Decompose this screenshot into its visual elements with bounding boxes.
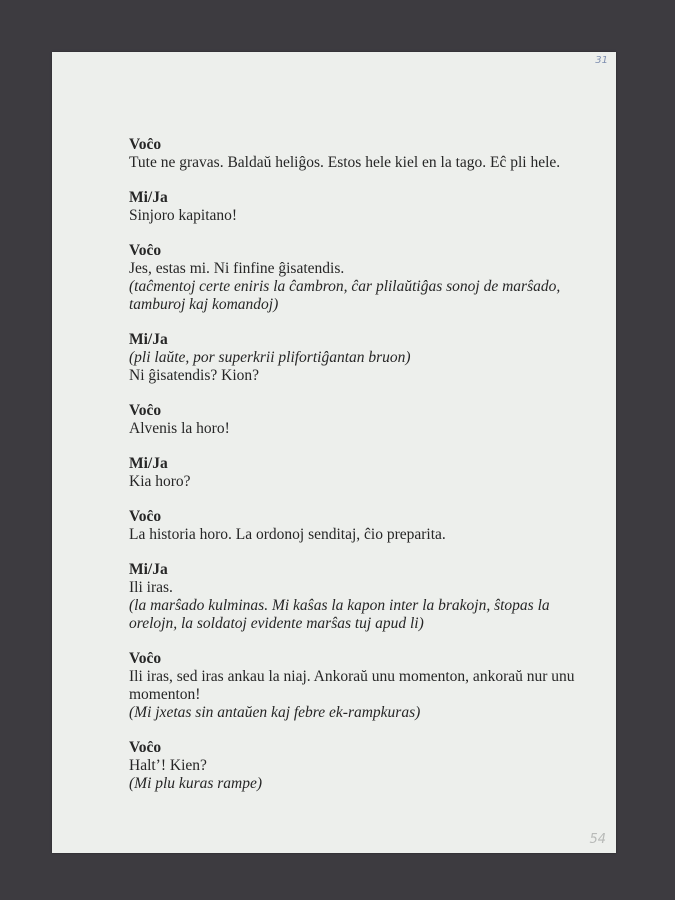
stage-direction: (Mi plu kuras rampe) bbox=[129, 775, 263, 792]
stage-direction: (taĉmentoj certe eniris la ĉambron, ĉar plilaŭtiĝas sonoj de marŝado, tamburoj kaj komandoj) bbox=[129, 278, 561, 313]
speaker-name: Voĉo bbox=[129, 739, 162, 756]
stage-direction: (la marŝado kulminas. Mi kaŝas la kapon inter la brakojn, ŝtopas la orelojn, la soldatoj evidente marŝas tuj apud li) bbox=[129, 597, 550, 632]
speaker-name: Voĉo bbox=[129, 650, 162, 667]
dialogue-block bbox=[129, 739, 589, 793]
speaker-name: Voĉo bbox=[129, 242, 162, 259]
speaker-name: Mi/Ja bbox=[129, 189, 168, 206]
dialogue-line: Tute ne gravas. Baldaŭ heliĝos. Estos hele kiel en la tago. Eĉ pli hele. bbox=[129, 154, 561, 171]
script-body bbox=[129, 136, 589, 810]
dialogue-line: Jes, estas mi. Ni finfine ĝisatendis. bbox=[129, 260, 345, 277]
dialogue-line: Kia horo? bbox=[129, 473, 191, 490]
dialogue-line: Ili iras. bbox=[129, 579, 173, 596]
page-corner-mark: 31 bbox=[595, 55, 608, 66]
dialogue-block bbox=[129, 242, 589, 314]
dialogue-line: Ni ĝisatendis? Kion? bbox=[129, 367, 260, 384]
dialogue-line: Alvenis la horo! bbox=[129, 420, 230, 437]
speaker-name: Mi/Ja bbox=[129, 331, 168, 348]
dialogue-line: Sinjoro kapitano! bbox=[129, 207, 238, 224]
page-number: 54 bbox=[589, 832, 606, 847]
stage-direction: (Mi jxetas sin antaŭen kaj febre ek-rampkuras) bbox=[129, 704, 421, 721]
dialogue-block bbox=[129, 561, 589, 633]
speaker-name: Voĉo bbox=[129, 508, 162, 525]
dialogue-block bbox=[129, 455, 589, 491]
dialogue-block bbox=[129, 650, 589, 722]
speaker-name: Voĉo bbox=[129, 402, 162, 419]
dialogue-line: Ili iras, sed iras ankau la niaj. Ankoraŭ unu momenton, ankoraŭ nur unu momenton! bbox=[129, 668, 575, 703]
dialogue-line: Halt’! Kien? bbox=[129, 757, 207, 774]
dialogue-block bbox=[129, 508, 589, 544]
dialogue-block bbox=[129, 331, 589, 385]
speaker-name: Mi/Ja bbox=[129, 561, 168, 578]
dialogue-block bbox=[129, 136, 589, 172]
dialogue-line: La historia horo. La ordonoj senditaj, ĉio preparita. bbox=[129, 526, 446, 543]
speaker-name: Voĉo bbox=[129, 136, 162, 153]
stage-direction: (pli laŭte, por superkrii plifortiĝantan bruon) bbox=[129, 349, 411, 366]
speaker-name: Mi/Ja bbox=[129, 455, 168, 472]
document-page bbox=[52, 52, 616, 853]
dialogue-block bbox=[129, 402, 589, 438]
dialogue-block bbox=[129, 189, 589, 225]
